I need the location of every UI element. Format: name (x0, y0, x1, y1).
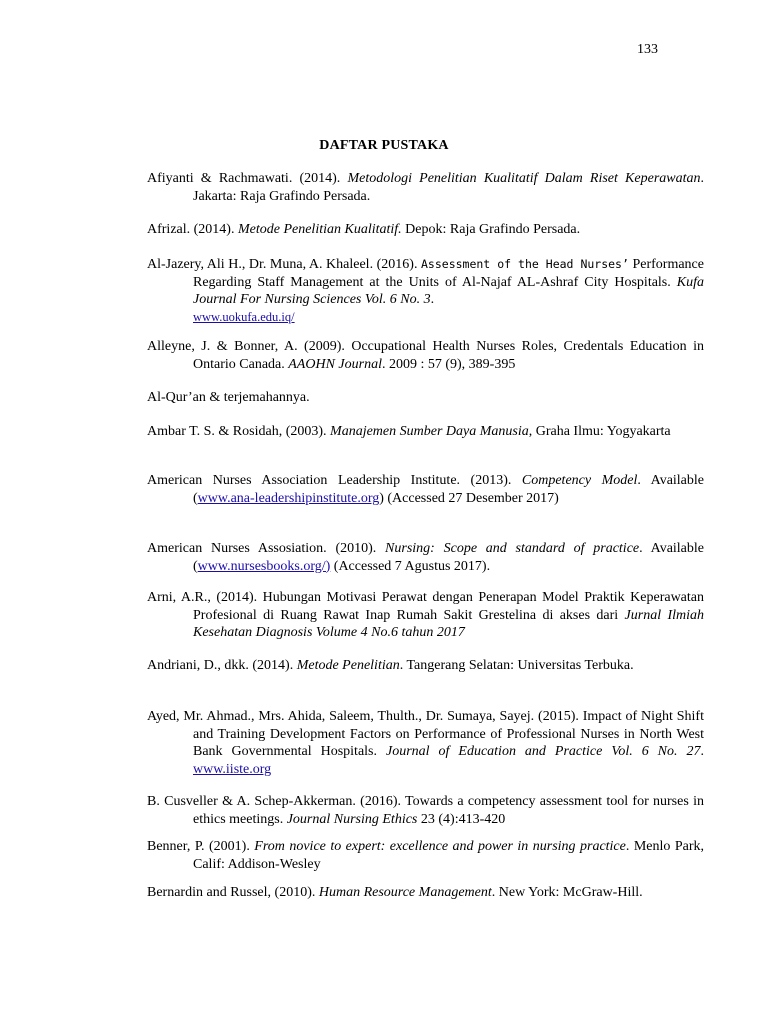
ref-text: Assessment of the Head Nurses’ (421, 257, 629, 271)
ref-title: Manajemen Sumber Daya Manusia (330, 424, 529, 439)
ref-link[interactable]: www.nursesbooks.org/) (197, 558, 331, 574)
ref-text: American Nurses Association Leadership Institute. (2013). (147, 473, 522, 488)
ref-title: Competency Model (521, 473, 638, 488)
ref-title: AAOHN Journal (288, 356, 382, 372)
reference-item (147, 708, 704, 778)
ref-title: Metode Penelitian (296, 658, 400, 673)
ref-text: Al-Jazery, Ali H., Dr. Muna, A. Khaleel. (2016). (147, 257, 421, 272)
ref-title: Human Resource Management (318, 885, 492, 900)
ref-text: Ambar T. S. & Rosidah, (2003). (147, 424, 331, 439)
ref-text: American Nurses Assosiation. (2010). (147, 541, 386, 556)
reference-item (147, 472, 704, 507)
ref-text: . (700, 744, 704, 759)
reference-item (147, 884, 704, 902)
ref-text: Al-Qur’an & terjemahannya. (147, 390, 310, 405)
ref-text: . Menlo Park, Calif: Addison-Wesley (193, 839, 704, 872)
ref-text: Afrizal. (2014). (147, 222, 238, 237)
ref-text: 23 (4):413-420 (417, 811, 506, 827)
ref-title: Metodologi Penelitian Kualitatif Dalam Riset Keperawatan (347, 171, 701, 186)
ref-text: , Graha Ilmu: Yogyakarta (528, 424, 671, 439)
ref-text: . (430, 292, 435, 307)
ref-text: . Jakarta: Raja Grafindo Persada. (193, 171, 705, 204)
ref-link[interactable]: www.iiste.org (193, 761, 272, 777)
ref-text: Ayed, Mr. Ahmad., Mrs. Ahida, Saleem, Thulth., Dr. Sumaya, Sayej. (2015). Impact of Night Shift and Training Development Factors on Performance of Professional Nurses in North West Bank Governmental Hospitals. (147, 709, 704, 759)
ref-text: B. Cusveller & A. Schep-Akkerman. (2016). Towards a competency assessment tool for nurses in ethics meetings. (147, 794, 704, 827)
ref-text: . New York: McGraw-Hill. (491, 885, 643, 900)
ref-text: Performance Regarding Staff Management at the Units of Al-Najaf AL-Ashraf City Hospitals. (193, 257, 704, 290)
ref-title: From novice to expert: excellence and power in nursing practice (254, 839, 626, 854)
ref-title: Jurnal Ilmiah Kesehatan Diagnosis Volume 4 No.6 tahun 2017 (193, 607, 704, 640)
ref-title: Nursing: Scope and standard of practice (385, 541, 640, 556)
reference-item (147, 657, 704, 675)
ref-title: Metode Penelitian Kualitatif. (237, 222, 402, 237)
reference-item (147, 338, 704, 373)
ref-text: Depok: Raja Grafindo Persada. (401, 222, 581, 237)
ref-text: Benner, P. (2001). (147, 839, 255, 854)
ref-text: ) (Accessed 27 Desember 2017) (379, 490, 559, 506)
reference-item (147, 170, 704, 205)
reference-item (147, 589, 704, 642)
reference-item (147, 423, 704, 441)
ref-text: . Tangerang Selatan: Universitas Terbuka. (399, 658, 634, 673)
ref-text: . Available ( (193, 473, 704, 506)
ref-text: Andriani, D., dkk. (2014). (147, 658, 297, 673)
reference-item (147, 221, 704, 239)
reference-item (147, 389, 704, 407)
ref-text: Arni, A.R., (2014). Hubungan Motivasi Perawat dengan Penerapan Model Praktik Keperawatan Profesional di Ruang Rawat Inap Rumah Sakit Grestelina di akses dari (147, 590, 704, 623)
ref-title: Journal of Education and Practice Vol. 6 No. 27 (385, 744, 701, 759)
ref-link[interactable]: www.ana-leadershipinstitute.org (197, 490, 380, 506)
ref-link[interactable]: www.uokufa.edu.iq/ (193, 309, 295, 324)
ref-text: Afiyanti & Rachmawati. (2014). (147, 171, 348, 186)
ref-title: Kufa Journal For Nursing Sciences Vol. 6 No. 3 (193, 274, 704, 307)
ref-text: . 2009 : 57 (9), 389-395 (381, 356, 516, 372)
page-title: DAFTAR PUSTAKA (319, 138, 449, 153)
reference-item (147, 256, 704, 326)
reference-item (147, 793, 704, 828)
ref-text: Bernardin and Russel, (2010). (147, 885, 319, 900)
ref-text: . Available ( (193, 541, 705, 574)
reference-item (147, 838, 704, 873)
ref-text: (Accessed 7 Agustus 2017). (330, 558, 491, 574)
page-number: 133 (637, 42, 658, 57)
ref-text: Alleyne, J. & Bonner, A. (2009). Occupational Health Nurses Roles, Credentals Education in Ontario Canada. (147, 339, 704, 372)
ref-title: Journal Nursing Ethics (286, 811, 418, 827)
reference-item (147, 540, 704, 575)
